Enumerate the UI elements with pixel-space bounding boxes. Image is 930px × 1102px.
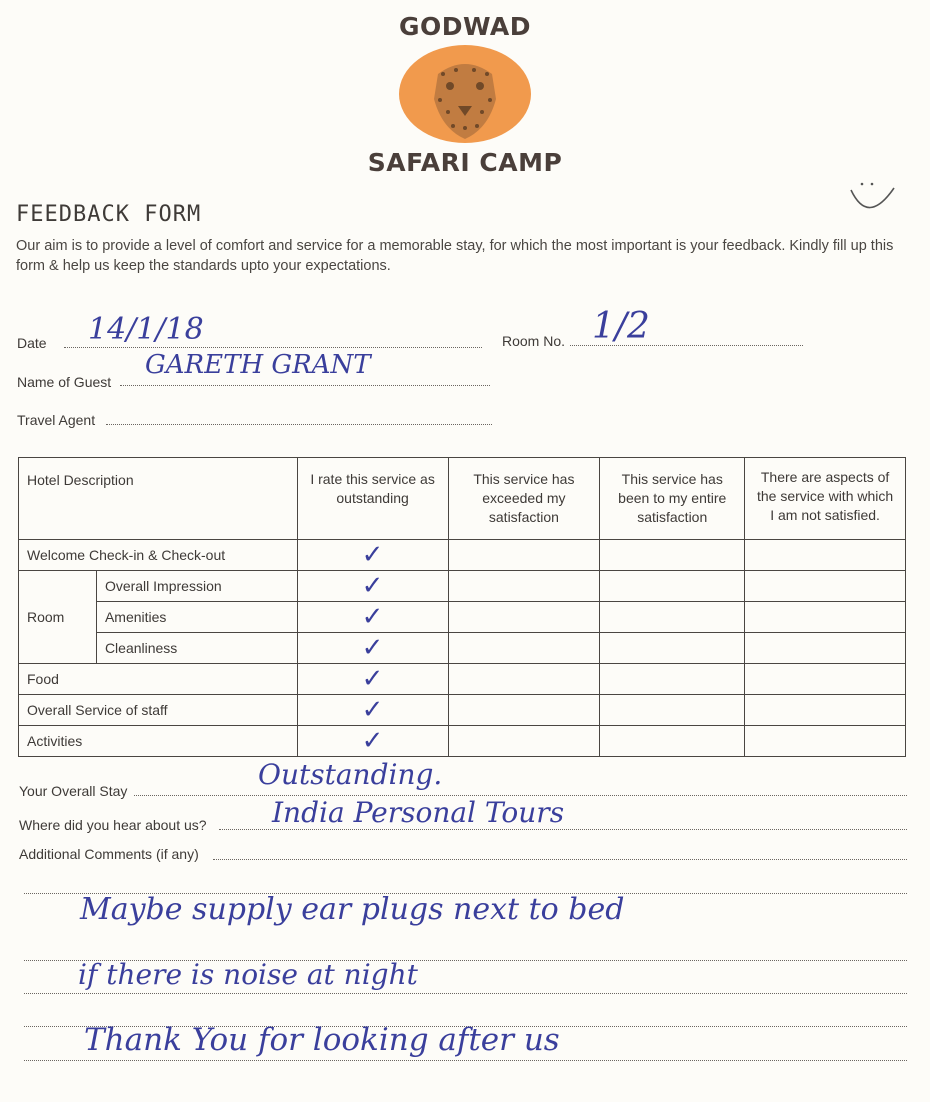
heard-about-value[interactable]: India Personal Tours (272, 796, 565, 829)
not-satisfied-cell[interactable] (745, 602, 906, 633)
date-label: Date (17, 335, 47, 351)
exceeded-cell[interactable] (448, 571, 600, 602)
entire-cell[interactable] (600, 602, 745, 633)
entire-cell[interactable] (600, 633, 745, 664)
entire-cell[interactable] (600, 540, 745, 571)
agent-label: Travel Agent (17, 412, 96, 428)
row-label: Overall Service of staff (19, 695, 298, 726)
row-label: Activities (19, 726, 298, 757)
outstanding-cell[interactable] (297, 571, 448, 602)
comments-label: Additional Comments (if any) (19, 846, 199, 862)
check-mark-icon: ✓ (361, 540, 384, 570)
row-label: Overall Impression (96, 571, 297, 602)
outstanding-cell[interactable] (297, 633, 448, 664)
check-mark-icon: ✓ (361, 726, 384, 756)
exceeded-cell[interactable] (448, 633, 600, 664)
table-row (19, 633, 906, 664)
not-satisfied-cell[interactable] (745, 664, 906, 695)
entire-cell[interactable] (600, 571, 745, 602)
smiley-doodle-icon (848, 178, 900, 218)
header-not-satisfied: There are aspects of the service with which I am not satisfied. (745, 458, 906, 540)
date-line (64, 347, 482, 348)
table-row (19, 695, 906, 726)
entire-cell[interactable] (600, 726, 745, 757)
outstanding-cell[interactable] (297, 726, 448, 757)
check-mark-icon: ✓ (361, 695, 384, 725)
overall-stay-value[interactable]: Outstanding. (258, 758, 443, 791)
guest-value[interactable]: GARETH GRANT (145, 350, 371, 380)
comments-line (213, 859, 907, 860)
form-title: FEEDBACK FORM (16, 202, 202, 227)
check-mark-icon: ✓ (361, 571, 384, 601)
exceeded-cell[interactable] (448, 664, 600, 695)
check-mark-icon: ✓ (361, 602, 384, 632)
not-satisfied-cell[interactable] (745, 633, 906, 664)
header-outstanding: I rate this service as outstanding (297, 458, 448, 540)
logo-top-text: GODWAD (398, 12, 532, 41)
guest-label: Name of Guest (17, 374, 112, 390)
heard-about-label: Where did you hear about us? (19, 817, 207, 833)
guest-line (120, 385, 490, 386)
agent-line[interactable] (106, 424, 492, 425)
header-exceeded: This service has exceeded my satisfaction (448, 458, 600, 540)
check-mark-icon: ✓ (361, 664, 384, 694)
table-row (19, 571, 906, 602)
not-satisfied-cell[interactable] (745, 571, 906, 602)
exceeded-cell[interactable] (448, 695, 600, 726)
room-group-label: Room (19, 571, 97, 664)
exceeded-cell[interactable] (448, 602, 600, 633)
not-satisfied-cell[interactable] (745, 695, 906, 726)
table-row (19, 726, 906, 757)
room-value[interactable]: 1/2 (592, 306, 650, 347)
entire-cell[interactable] (600, 664, 745, 695)
row-label: Amenities (96, 602, 297, 633)
table-row (19, 664, 906, 695)
outstanding-cell[interactable] (297, 540, 448, 571)
logo-bottom-text: SAFARI CAMP (367, 148, 563, 177)
leopard-logo-icon (398, 44, 532, 144)
table-header-row (19, 458, 906, 540)
comments-ruled-line (24, 993, 907, 994)
header-hotel-description: Hotel Description (19, 458, 298, 540)
exceeded-cell[interactable] (448, 726, 600, 757)
not-satisfied-cell[interactable] (745, 540, 906, 571)
row-label: Welcome Check-in & Check-out (19, 540, 298, 571)
not-satisfied-cell[interactable] (745, 726, 906, 757)
table-row (19, 540, 906, 571)
heard-about-line (219, 829, 907, 830)
row-label: Cleanliness (96, 633, 297, 664)
header-entire-satisfaction: This service has been to my entire satisfaction (600, 458, 745, 540)
row-label: Food (19, 664, 298, 695)
check-mark-icon: ✓ (361, 633, 384, 663)
outstanding-cell[interactable] (297, 695, 448, 726)
exceeded-cell[interactable] (448, 540, 600, 571)
comment-line-1[interactable]: Maybe supply ear plugs next to bed (80, 892, 625, 927)
table-row (19, 602, 906, 633)
comments-ruled-line (24, 1060, 907, 1061)
date-value[interactable]: 14/1/18 (88, 312, 204, 347)
outstanding-cell[interactable] (297, 664, 448, 695)
feedback-table (18, 457, 906, 757)
overall-stay-label: Your Overall Stay (19, 783, 128, 799)
outstanding-cell[interactable] (297, 602, 448, 633)
room-label: Room No. (502, 333, 566, 349)
comment-line-2[interactable]: if there is noise at night (78, 958, 418, 991)
form-intro: Our aim is to provide a level of comfort and service for a memorable stay, for which the most important is your feedback. Kindly fill up this form & help us keep the standards upto your expectations. (16, 238, 894, 274)
comment-line-3[interactable]: Thank You for looking after us (84, 1022, 560, 1058)
entire-cell[interactable] (600, 695, 745, 726)
